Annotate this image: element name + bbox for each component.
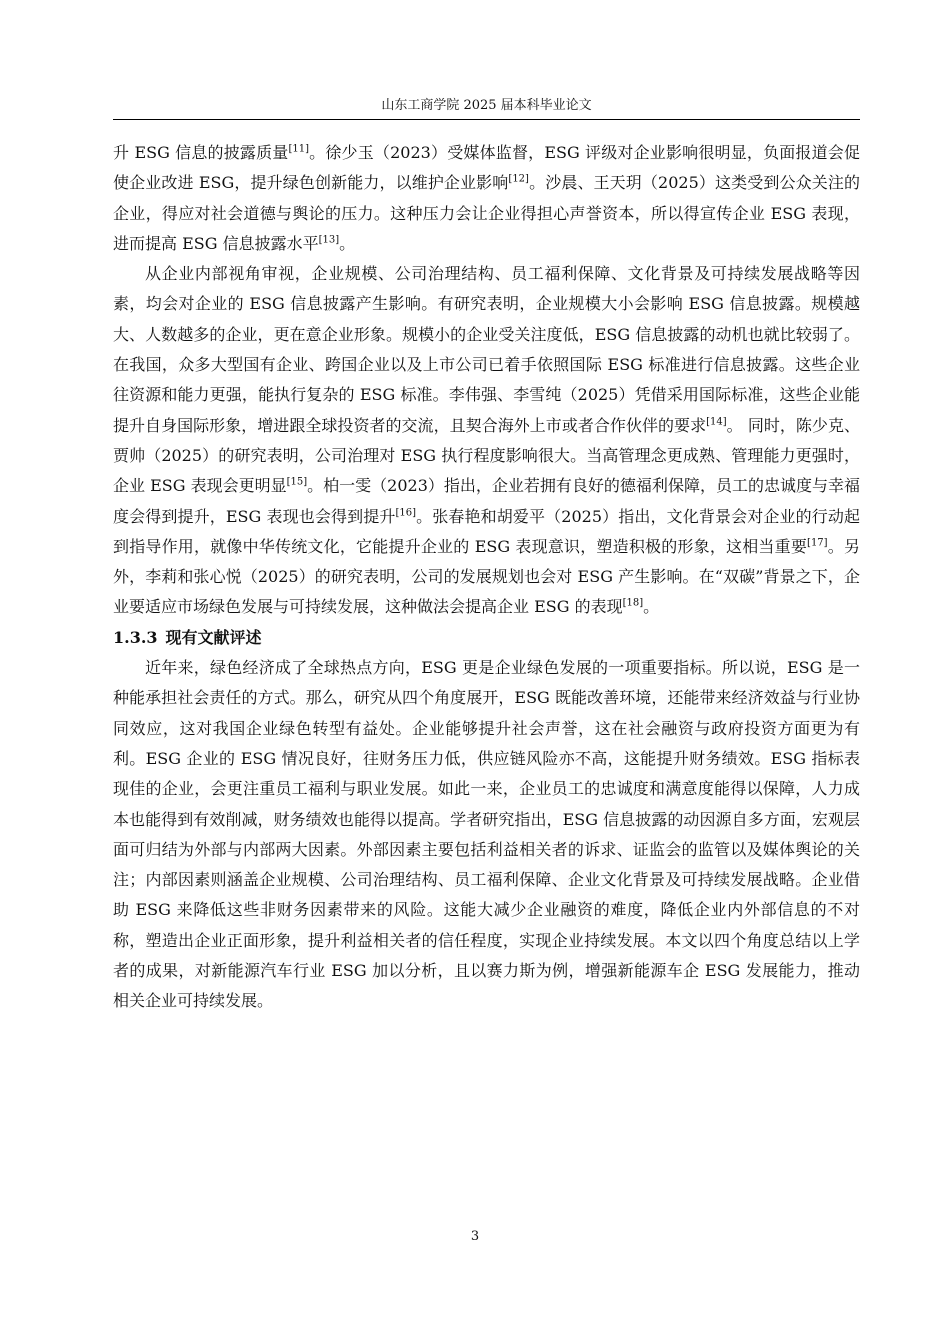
page-number: 3 [470, 1229, 480, 1244]
text-run: 。张春艳和胡爱平（2025）指出，文化背景会对企业的行动起到指导作用，就像中华传统文化，它能提升企业的 ESG 表现意识，塑造积极的形象，这相当重要 [113, 506, 860, 556]
text-run: 。 同时，陈少克、贾帅（2025）的研究表明，公司治理对 ESG 执行程度影响很大。当高管理念更成熟、管理能力更强时，企业 ESG 表现会更明显 [113, 415, 860, 496]
text-run: 。 [339, 233, 356, 253]
text-run: 。 [643, 597, 660, 617]
text-run: 。沙晨、王天玥（2025）这类受到公众关注的企业，得应对社会道德与舆论的压力。这种压力会让企业得担心声誉资本，所以得宣传企业 ESG 表现，进而提高 ESG 信息披露水平 [113, 173, 860, 253]
text-run: 。徐少玉（2023）受媒体监督，ESG 评级对企业影响很明显，负面报道会促使企业改进 ESG，提升绿色创新能力，以维护企业影响 [113, 143, 860, 193]
section-heading [113, 623, 860, 653]
page-body [113, 138, 860, 1017]
citation-ref: [15] [286, 476, 308, 488]
citation-ref: [12] [508, 173, 529, 185]
paragraph-internal-factors [113, 259, 860, 623]
header-rule [113, 119, 860, 120]
citation-ref: [17] [807, 537, 828, 549]
paragraph-continued [113, 138, 860, 259]
paragraph-literature-review: 近年来，绿色经济成了全球热点方向，ESG 更是企业绿色发展的一项重要指标。所以说，ESG 是一种能承担社会责任的方式。那么，研究从四个角度展开，ESG 既能改善环境，还能带来经济效益与行业协同效应，这对我国企业绿色转型有益处。企业能够提升社会声誉，这在社会融资与政府投资方面更为有利。ESG 企业的 ESG 情况良好，往财务压力低，供应链风险亦不高，这能提升财务绩效。ESG 指标表现佳的企业，会更注重员工福利与职业发展。如此一来，企业员工的忠诚度和满意度能得以保障，人力成本也能得到有效削减，财务绩效也能得以提高。学者研究指出，ESG 信息披露的动因源自多方面，宏观层面可归结为外部与内部两大因素。外部因素主要包括利益相关者的诉求、证监会的监管以及媒体舆论的关注；内部因素则涵盖企业规模、公司治理结构、员工福利保障、企业文化背景及可持续发展战略。企业借助 ESG 来降低这些非财务因素带来的风险。这能大减少企业融资的难度，降低企业内外部信息的不对称，塑造出企业正面形象，提升利益相关者的信任程度，实现企业持续发展。本文以四个角度总结以上学者的成果，对新能源汽车行业 ESG 加以分析，且以赛力斯为例，增强新能源车企 ESG 发展能力，推动相关企业可持续发展。 [113, 658, 860, 1011]
citation-ref: [18] [622, 598, 644, 610]
text-run: 从企业内部视角审视，企业规模、公司治理结构、员工福利保障、文化背景及可持续发展战略等因素，均会对企业的 ESG 信息披露产生影响。有研究表明，企业规模大小会影响 ESG 信息披露。规模越大、人数越多的企业，更在意企业形象。规模小的企业受关注度低，ESG 信息披露的动机也就比较弱了。在我国，众多大型国有企业、跨国企业以及上市公司已着手依照国际 ESG 标准进行信息披露。这些企业往资源和能力更强，能执行复杂的 ESG 标准。李伟强、李雪纯（2025）凭借采用国际标准，这些企业能提升自身国际形象，增进跟全球投资者的交流，且契合海外上市或者合作伙伴的要求 [113, 264, 860, 435]
citation-ref: [11] [288, 143, 309, 155]
citation-ref: [14] [706, 416, 727, 428]
citation-ref: [13] [318, 234, 340, 246]
text-run: 。柏一雯（2023）指出，企业若拥有良好的德福利保障，员工的忠诚度与幸福度会得到提升，ESG 表现也会得到提升 [113, 476, 860, 526]
text-run: 。另外，李莉和张心悦（2025）的研究表明，公司的发展规划也会对 ESG 产生影响。在“双碳”背景之下，企业要适应市场绿色发展与可持续发展，这种做法会提高企业 ESG 的表现 [113, 536, 860, 617]
citation-ref: [16] [395, 507, 417, 519]
text-run: 升 ESG 信息的披露质量 [113, 143, 289, 162]
section-number: 1.3.3 [113, 627, 158, 647]
section-title: 现有文献评述 [165, 627, 262, 647]
running-header: 山东工商学院 2025 届本科毕业论文 [381, 98, 592, 113]
